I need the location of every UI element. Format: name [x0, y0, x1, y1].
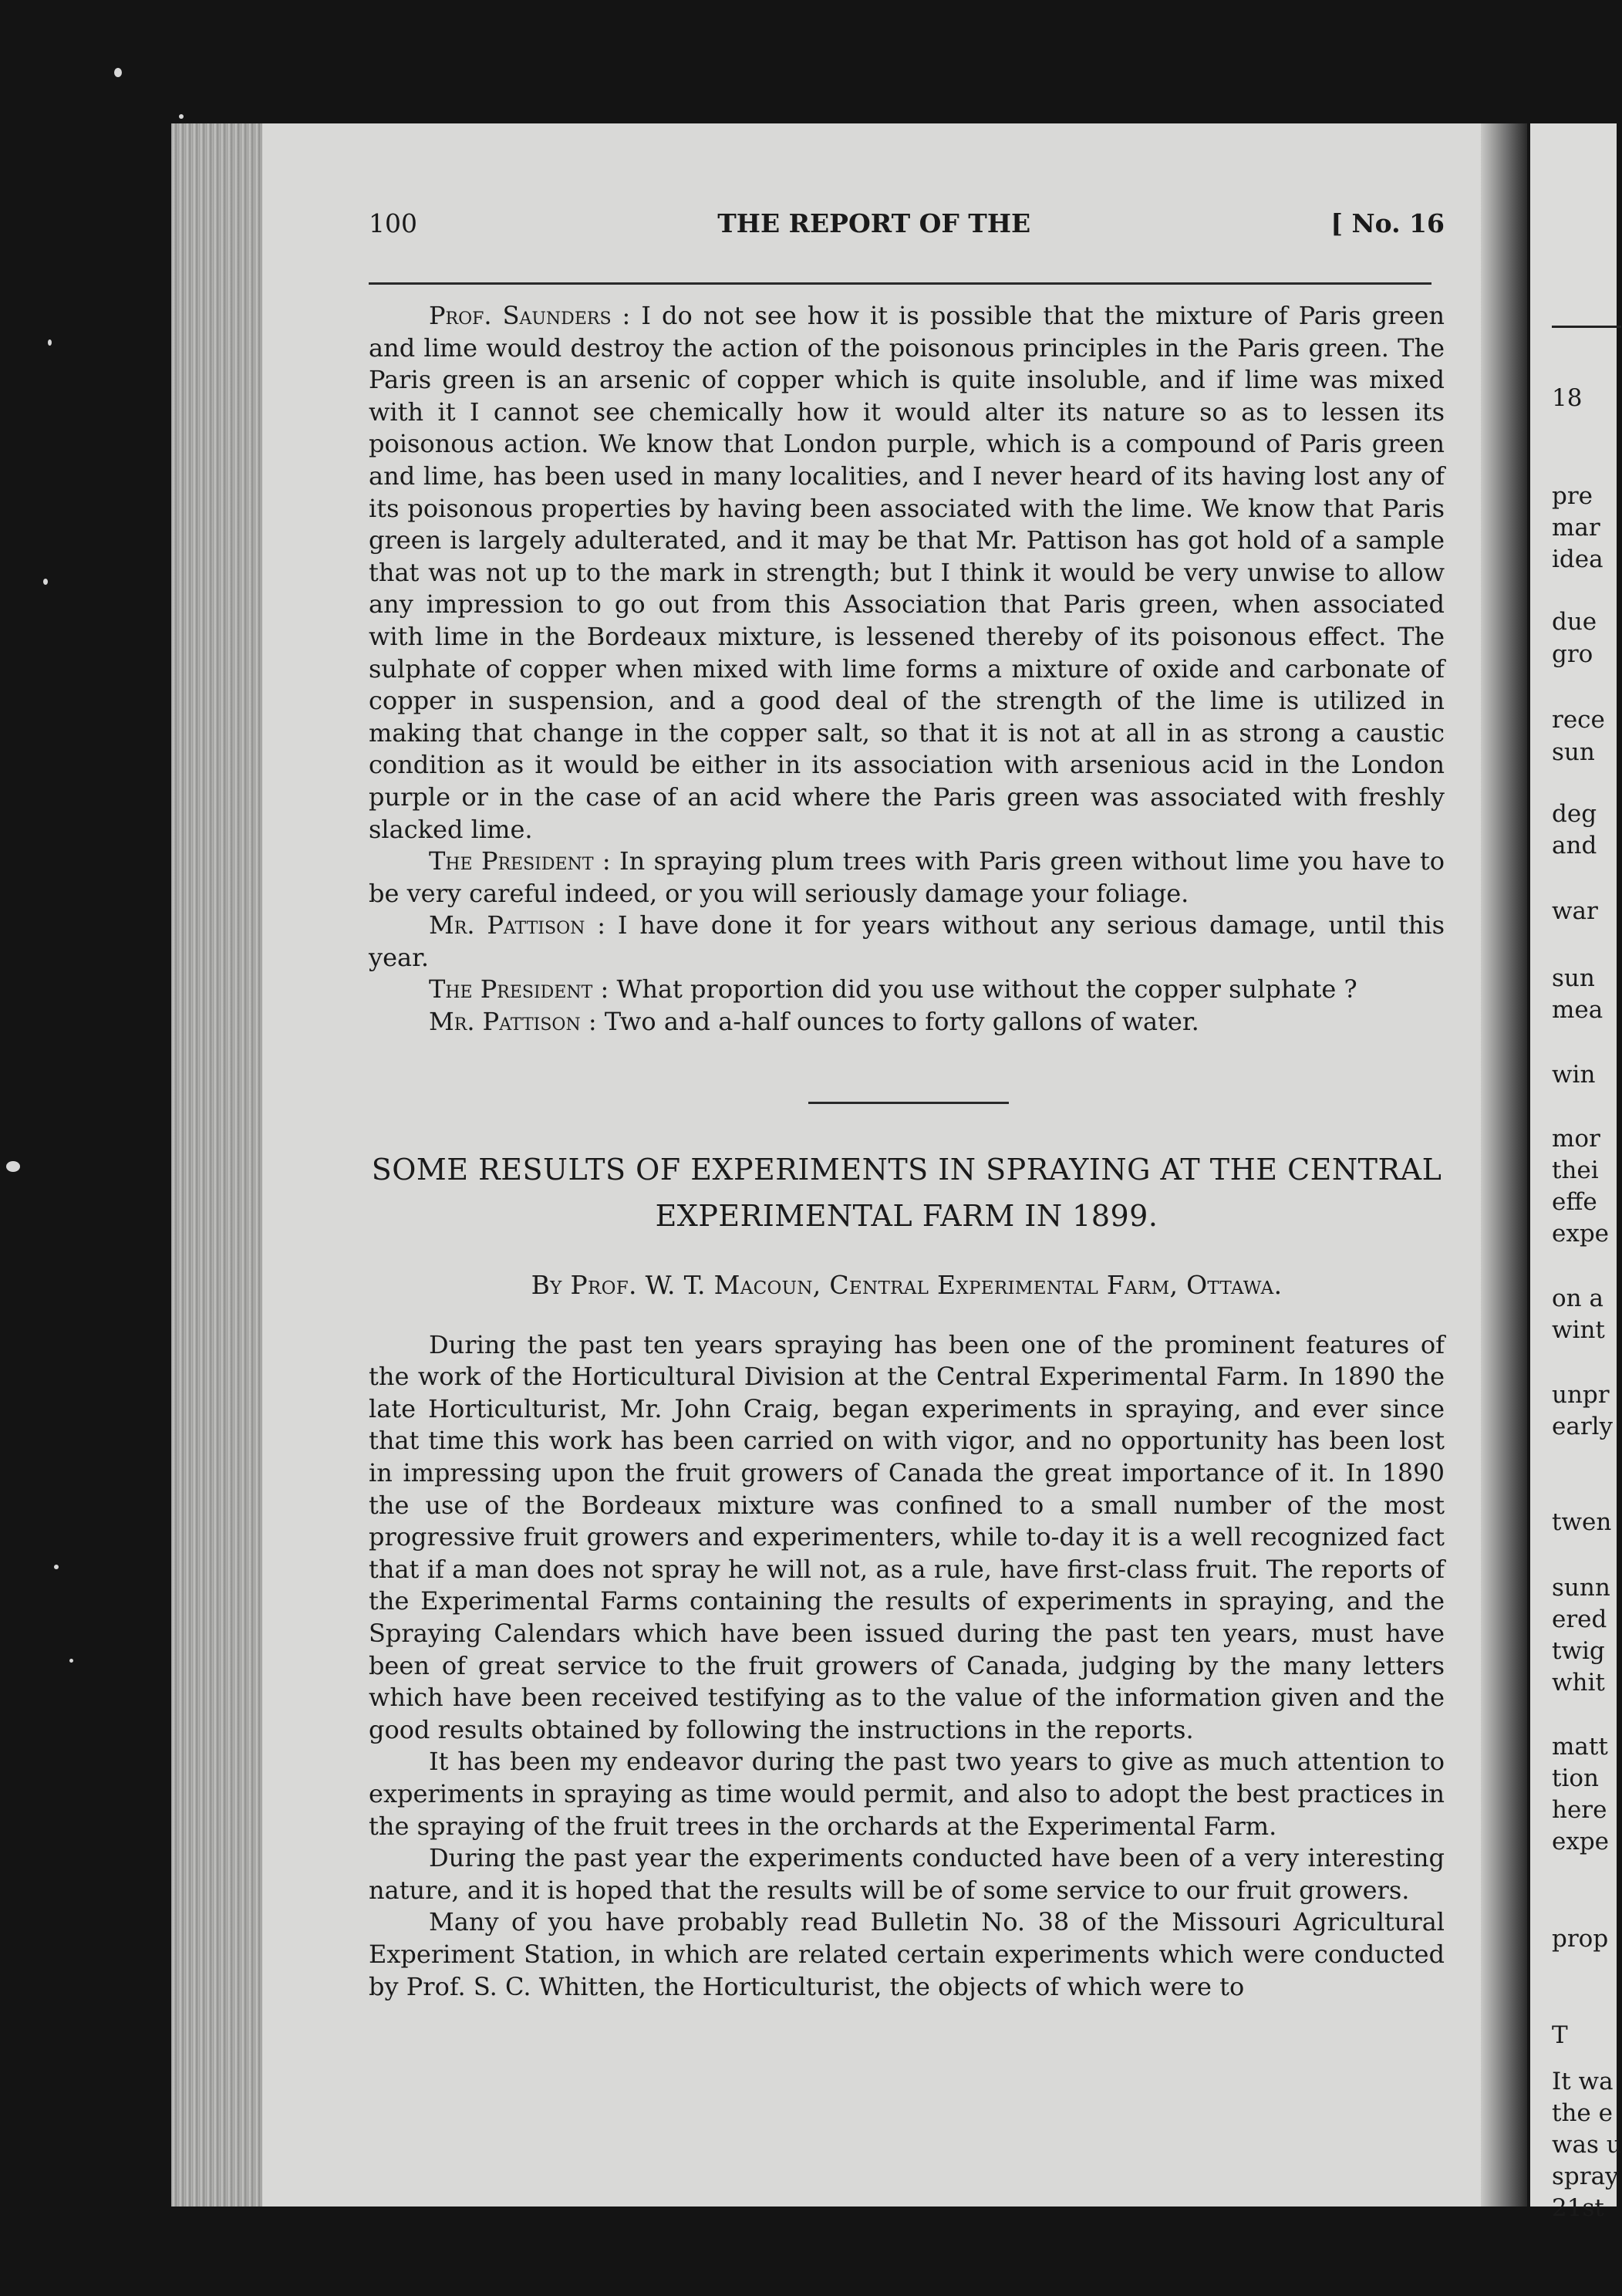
- article-paragraph: It has been my endeavor during the past two years to give as much attention to experiments in spraying as time would permit, and also to adopt the best practices in the spraying of the fruit trees in the orchards at the Experimental Farm.: [369, 1747, 1445, 1841]
- facing-line: gro: [1552, 640, 1593, 668]
- article-title: [369, 1146, 1445, 1239]
- facing-line: expe: [1552, 1220, 1610, 1248]
- facing-line: win: [1552, 1061, 1596, 1089]
- facing-line: T: [1552, 2021, 1568, 2049]
- discussion-paragraph: [369, 974, 1445, 1006]
- facing-line: twig: [1552, 1637, 1605, 1665]
- book-gutter: [1481, 123, 1527, 2207]
- facing-line: expe: [1552, 1828, 1610, 1855]
- facing-line: mea: [1552, 996, 1603, 1024]
- facing-line: unpr: [1552, 1381, 1610, 1409]
- facing-header-fragment: 18: [1552, 384, 1583, 412]
- facing-line: ered: [1552, 1606, 1607, 1633]
- facing-line: the e: [1552, 2099, 1613, 2127]
- facing-line: spray: [1552, 2163, 1619, 2190]
- article-paragraph: During the past year the experiments conducted have been of a very interesting nature, and it is hoped that the results will be of some service to our fruit growers.: [369, 1843, 1445, 1905]
- facing-line: matt: [1552, 1733, 1608, 1761]
- speech-text: : In spraying plum trees with Paris green without lime you have to be very careful indeed, or you will seriously damage your foliage.: [369, 846, 1445, 908]
- facing-line: wint: [1552, 1316, 1605, 1344]
- discussion-paragraph: [369, 910, 1445, 974]
- facing-line: due: [1552, 608, 1597, 636]
- facing-line: war: [1552, 897, 1598, 925]
- facing-line: twen: [1552, 1508, 1612, 1536]
- facing-line: prop: [1552, 1925, 1609, 1953]
- speech-text: : What proportion did you use without the copper sulphate ?: [600, 974, 1357, 1004]
- facing-line: It wa: [1552, 2068, 1614, 2095]
- facing-line: effe: [1552, 1188, 1597, 1216]
- facing-line: here: [1552, 1796, 1607, 1824]
- speaker-name: Mr. Pattison: [429, 1007, 581, 1037]
- article-paragraph: During the past ten years spraying has been one of the prominent features of the work of the Horticultural Division at the Central Experimental Farm. In 1890 the late Horticulturist, Mr. John Craig, began experiments in spraying, and ever since that time this work has been carried on with vigor, and no opportunity has been lost in impressing upon the fruit growers of Canada the great importance of it. In 1890 the use of the Bordeaux mixture was confined to a small number of the most progressive fruit growers and experimenters, while to-day it is a well recognized fact that if a man does not spray he will not, as a rule, have first-class fruit. The reports of the Experimental Farms containing the results of experiments in spraying, and the Spraying Calendars which have been issued during the past ten years, must have been of great service to the fruit growers of Canada, judging by the many letters which have been received testifying as to the value of the information given and the good results obtained by following the instructions in the reports.: [369, 1329, 1445, 1744]
- article-byline: By Prof. W. T. Macoun, Central Experimental Farm, Ottawa.: [531, 1269, 1283, 1300]
- facing-line: and: [1552, 832, 1597, 859]
- article-title-line: SOME RESULTS OF EXPERIMENTS IN SPRAYING AT THE CENTRAL: [371, 1152, 1442, 1187]
- facing-line: idea: [1552, 545, 1603, 573]
- facing-line: mor: [1552, 1125, 1600, 1153]
- article-title-line: EXPERIMENTAL FARM IN 1899.: [655, 1198, 1158, 1233]
- facing-line: was u: [1552, 2131, 1622, 2159]
- section-reference: [ No. 16: [1330, 208, 1445, 238]
- running-title: THE REPORT OF THE: [717, 208, 1031, 238]
- facing-line: pre: [1552, 482, 1593, 510]
- facing-line: rece: [1552, 706, 1605, 734]
- speech-text: : I have done it for years without any serious damage, until this year.: [369, 910, 1445, 972]
- facing-line: sunn: [1552, 1574, 1610, 1602]
- facing-line: 21st: [1552, 2194, 1604, 2222]
- section-divider: [808, 1102, 1009, 1104]
- facing-page-fragment: [1530, 123, 1622, 2222]
- page-number: 100: [369, 208, 417, 238]
- facing-line: thei: [1552, 1156, 1599, 1184]
- speaker-name: Mr. Pattison: [429, 910, 585, 940]
- speech-text: : I do not see how it is possible that the mixture of Paris green and lime would destroy the action of the poisonous principles in the Paris green. The Paris green is an arsenic of copper which is quite insoluble, and if lime was mixed with it I cannot see chemically how it would alter its nature so as to lessen its poisonous action. We know that London purple, which is a compound of Paris green and lime, has been used in many localities, and I never heard of its having lost any of its poisonous properties by having been associated with the lime. We know that Paris green is largely adulterated, and it may be that Mr. Pattison has got hold of a sample that was not up to the mark in strength; but I think it would be very unwise to allow any impression to go out from this Association that Paris green, when associated with lime in the Bordeaux mixture, is lessened thereby of its poisonous effect. The sulphate of copper when mixed with lime forms a mixture of oxide and carbonate of copper in suspension, and a good deal of the strength of the lime is utilized in making that change in the copper salt, so that it is not at all in as strong a caustic condition as it would be either in its association with arsenious acid in the London purple or in the case of an acid where the Paris green was associated with freshly slacked lime.: [369, 301, 1445, 844]
- speaker-name: Prof. Saunders: [429, 301, 612, 330]
- facing-line: sun: [1552, 738, 1595, 766]
- page-edge-stack: [171, 123, 262, 2207]
- running-header: [369, 208, 1445, 247]
- facing-line: early: [1552, 1413, 1614, 1440]
- page-content: [369, 208, 1445, 2003]
- speaker-name: The President: [429, 846, 594, 876]
- speech-text: : Two and a-half ounces to forty gallons of water.: [588, 1007, 1199, 1037]
- facing-line: mar: [1552, 514, 1600, 542]
- facing-header-rule: [1552, 326, 1621, 328]
- article-paragraph: Many of you have probably read Bulletin No. 38 of the Missouri Agricultural Experiment Station, in which are related certain experiments which were conducted by Prof. S. C. Whitten, the Horticulturist, the objects of which were to: [369, 1907, 1445, 2001]
- facing-line: sun: [1552, 964, 1595, 992]
- discussion-paragraph: [369, 846, 1445, 910]
- speaker-name: The President: [429, 974, 593, 1004]
- facing-line: on a: [1552, 1285, 1603, 1312]
- article-body: [369, 1329, 1445, 2003]
- facing-line: tion: [1552, 1764, 1600, 1792]
- discussion-paragraph: [369, 300, 1445, 846]
- facing-line: whit: [1552, 1669, 1605, 1697]
- discussion-paragraph: [369, 1006, 1445, 1038]
- facing-line: deg: [1552, 800, 1597, 828]
- header-rule: [369, 282, 1431, 285]
- discussion: [369, 300, 1445, 1038]
